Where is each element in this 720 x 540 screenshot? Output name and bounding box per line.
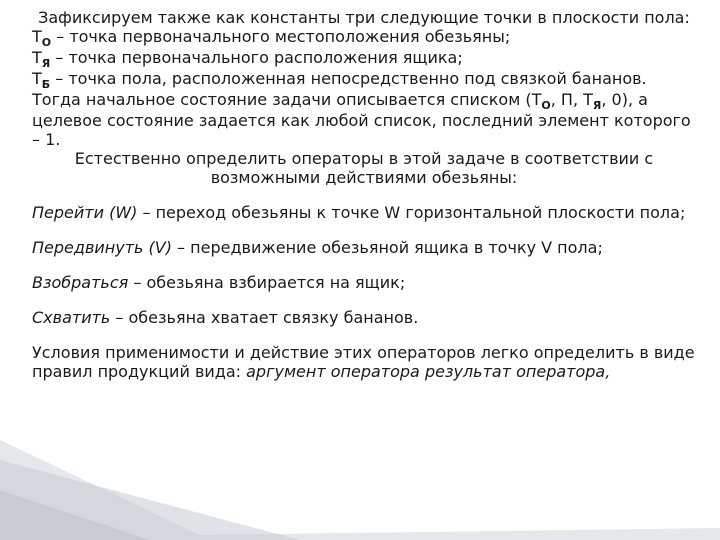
point-to: $Т_О$ – точка первоначального местоположения обезьяны; — [32, 27, 511, 49]
intro-text: Зафиксируем также как константы три следующие точки в плоскости пола: — [38, 8, 690, 27]
conditions-text: Условия применимости и действие этих операторов легко определить в виде правил продукций вида: аргумент оператора результат оператора, — [32, 343, 695, 381]
operator-go: Перейти (W) – переход обезьяны к точке W горизонтальной плоскости пола; — [32, 203, 686, 222]
operator-move: Передвинуть (V) – передвижение обезьяной ящика в точку V пола; — [32, 238, 603, 257]
point-tya: $Т_Я$ – точка первоначального расположения ящика; — [32, 48, 463, 70]
operator-climb: Взобраться – обезьяна взбирается на ящик; — [32, 273, 406, 292]
operators-intro: Естественно определить операторы в этой задаче в соответствии с возможными действиями обезьяны: — [74, 149, 654, 187]
slide-decoration — [0, 420, 720, 540]
slide-body — [32, 8, 696, 381]
operator-grab: Схватить – обезьяна хватает связку бананов. — [32, 308, 419, 327]
point-tb: $Т_Б$ – точка пола, расположенная непосредственно под связкой бананов. — [32, 69, 647, 91]
state-text: Тогда начальное состояние задачи описывается списком ($Т_О$, П, $Т_Я$, 0), а целевое состояние задается как любой список, последний элемент которого – 1. — [32, 90, 691, 149]
